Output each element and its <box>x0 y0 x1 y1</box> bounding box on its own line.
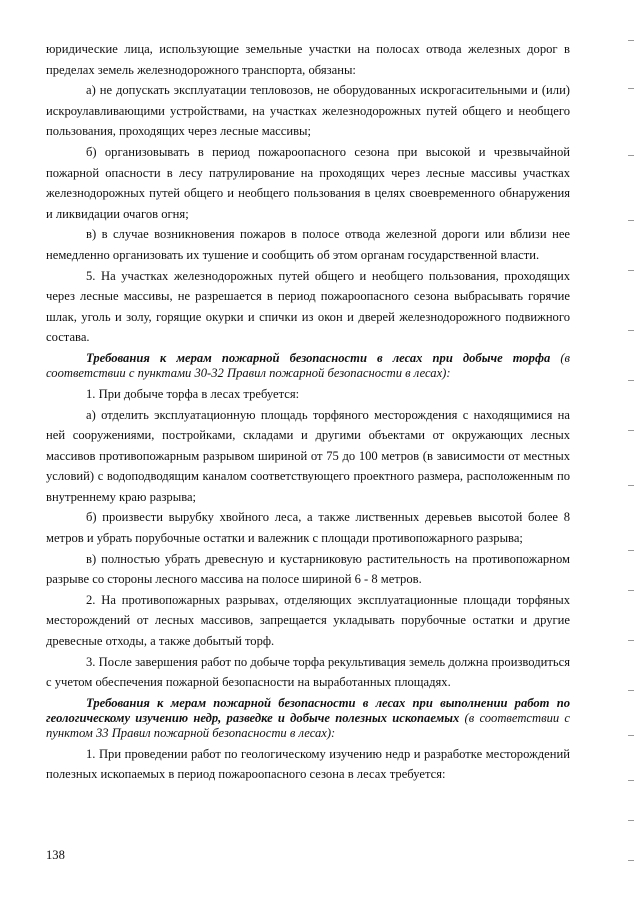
paragraph-8: б) произвести вырубку хвойного леса, а также лиственных деревьев высотой более 8 метров и убрать порубочные остатки и валежник с площади противопожарного разрыва; <box>46 510 570 546</box>
paragraph-6: 1. При добыче торфа в лесах требуется: <box>86 386 300 401</box>
section-heading-geology <box>46 696 570 741</box>
page-number: 138 <box>46 848 65 862</box>
paragraph-4: в) в случае возникновения пожаров в полосе отвода железной дороги или вблизи нее немедленно организовать их тушение и сообщить об этом органам государственной власти. <box>46 227 570 262</box>
section-heading-peat <box>46 351 570 381</box>
section-heading-peat-title: Требования к мерам пожарной безопасности в лесах при добыче торфа <box>86 350 551 365</box>
paragraph-5: 5. На участках железнодорожных путей общего и необщего пользования, проходящих через лесные массивы, не разрешается в период пожароопасного сезона выбрасывать горячие шлак, уголь и золу, горящие окурки и спички из окон и дверей железнодорожного подвижного состава. <box>46 268 570 345</box>
paragraph-1: юридические лица, использующие земельные участки на полосах отвода железных дорог в пределах земель железнодорожного транспорта, обязаны: <box>46 42 570 77</box>
paragraph-12: 1. При проведении работ по геологическому изучению недр и разработке месторождений полезных ископаемых в период пожароопасного сезона в лесах требуется: <box>46 746 570 782</box>
paragraph-3: б) организовывать в период пожароопасного сезона при высокой и чрезвычайной пожарной опасности в лесу патрулирование на проходящих через лесные массивы участках железнодорожных путей общего и необщего пользования в целях своевременного обнаружения и ликвидации очагов огня; <box>46 144 570 221</box>
section-heading-geology-reference: (в соответствии с пунктом 33 Правил пожарной безопасности в лесах): <box>46 710 571 740</box>
paragraph-2: а) не допускать эксплуатации тепловозов, не оборудованных искрогасительными и (или) искроулавливающими устройствами, на участках железнодорожных путей общего и необщего пользования, проходящих через лесные массивы; <box>46 83 570 139</box>
scan-edge-marks <box>620 30 634 890</box>
document-body <box>46 39 570 785</box>
paragraph-7: а) отделить эксплуатационную площадь торфяного месторождения с находящимися на ней сооружениями, постройками, складами и другими объектами от окружающих лесных массивов противопожарным разрывом шириной от 75 до 100 метров (в зависимости от местных условий) с водоподводящим каналом соответствующего проектного размера, расположенным по внутреннему краю разрыва; <box>46 407 570 504</box>
paragraph-11: 3. После завершения работ по добыче торфа рекультивация земель должна производиться с учетом обеспечения пожарной безопасности на выработанных площадях. <box>46 654 570 690</box>
paragraph-9: в) полностью убрать древесную и кустарниковую растительность на противопожарном разрыве со стороны лесного массива на полосе шириной 6 - 8 метров. <box>46 551 570 587</box>
paragraph-10: 2. На противопожарных разрывах, отделяющих эксплуатационные площади торфяных месторождений от лесных массивов, запрещается укладывать порубочные остатки и другие древесные отходы, а также добытый торф. <box>46 592 570 649</box>
section-heading-geology-title: Требования к мерам пожарной безопасности в лесах при выполнении работ по геологическому изучению недр, разведке и добыче полезных ископаемых <box>46 695 570 725</box>
section-heading-peat-reference: (в соответствии с пунктами 30-32 Правил пожарной безопасности в лесах): <box>46 350 570 380</box>
